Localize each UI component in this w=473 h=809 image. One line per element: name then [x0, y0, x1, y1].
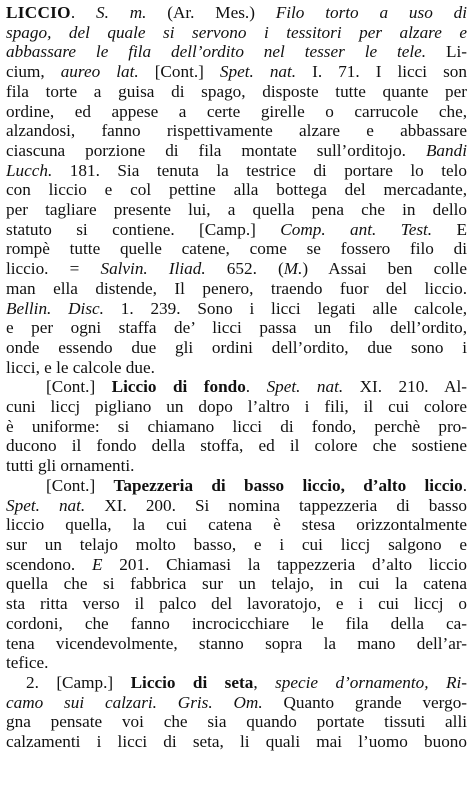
text-line: quella che si fabbrica sur un telajo, in cui la catena — [6, 574, 467, 594]
text-line: licci, e le calcole due. — [6, 357, 155, 377]
text-line: Bellin. Disc. 1. 239. Sono i licci legati alle calcole, — [6, 298, 467, 318]
text-line: con liccio e col pettine alla bottega del mercadante, — [6, 180, 467, 200]
text-line: liccio. = Salvin. Iliad. 652. (M.) Assai ben colle — [6, 259, 467, 279]
text-line: alzandosi, fanno rispettivamente alzare e abbassare — [6, 121, 467, 141]
text-line: statuto si contiene. [Camp.] Comp. ant. Test. E — [6, 219, 467, 239]
text-line: Spet. nat. XI. 200. Si nomina tappezzeria di basso — [6, 495, 467, 515]
text-line: 2. [Camp.] Liccio di seta, specie d’ornamento, Ri- — [26, 672, 467, 692]
text-line: tefice. — [6, 653, 49, 673]
text-line: [Cont.] Tapezzeria di basso liccio, d’alto liccio. — [46, 475, 467, 495]
text-line: abbassare le fila dell’ordito nel tesser le tele. Li- — [6, 42, 467, 62]
text-line: ducono il fondo della stoffa, ed il colore che sostiene — [6, 436, 467, 456]
entry-liccio — [6, 3, 467, 752]
text-line: per tagliare presente lui, a quella pena che in dello — [6, 200, 467, 220]
text-line: calzamenti i licci di seta, li quali mai l’uomo buono — [6, 732, 467, 752]
text-line: tena vicendevolmente, stanno sopra la mano dell’ar- — [6, 633, 467, 653]
text-line: cium, aureo lat. [Cont.] Spet. nat. I. 71. I licci son — [6, 62, 467, 82]
text-line: scendono. E 201. Chiamasi la tappezzeria d’alto liccio — [6, 554, 467, 574]
text-line: sta ritta verso il palco del lavoratojo, e i cui liccj o — [6, 594, 467, 614]
text-line: cuni liccj pigliano un dopo l’altro i fili, il cui colore — [6, 397, 467, 417]
text-line: sur un telajo molto basso, e i cui liccj salgono e — [6, 534, 467, 554]
text-line: rompè tutte quelle catene, come se fossero filo di — [6, 239, 467, 259]
text-line: onde essendo due gli ordini dell’ordito, due sono i — [6, 337, 467, 357]
text-line: spago, del quale si servono i tessitori per alzare e — [6, 22, 467, 42]
text-line: fila torte a guisa di spago, disposte tutte quante per — [6, 81, 467, 101]
text-line: ordine, ed appese a certe girelle o carrucole che, — [6, 101, 467, 121]
text-line: [Cont.] Liccio di fondo. Spet. nat. XI. 210. Al- — [46, 377, 467, 397]
text-line: cordoni, che fanno incrocicchiare le fila della ca- — [6, 613, 467, 633]
text-line: gna pensate voi che sia quando portate tissuti alli — [6, 712, 467, 732]
text-line: man ella distende, Il penero, traendo fuor del liccio. — [6, 278, 467, 298]
text-line: e per ogni staffa de’ licci passa un filo dell’ordito, — [6, 318, 467, 338]
text-line: LICCIO. S. m. (Ar. Mes.) Filo torto a uso di — [6, 3, 467, 22]
text-line: è uniforme: si chiamano licci di fondo, perchè pro- — [6, 416, 467, 436]
text-line: camo sui calzari. Gris. Om. Quanto grande vergo- — [6, 692, 467, 712]
text-line: liccio quella, la cui catena è stesa orizzontalmente — [6, 515, 467, 535]
text-line: tutti gli ornamenti. — [6, 456, 135, 476]
text-line: ciascuna porzione di fila montate sull’orditojo. Bandi — [6, 140, 467, 160]
text-line: Lucch. 181. Sia tenuta la testrice di portare lo telo — [6, 160, 467, 180]
